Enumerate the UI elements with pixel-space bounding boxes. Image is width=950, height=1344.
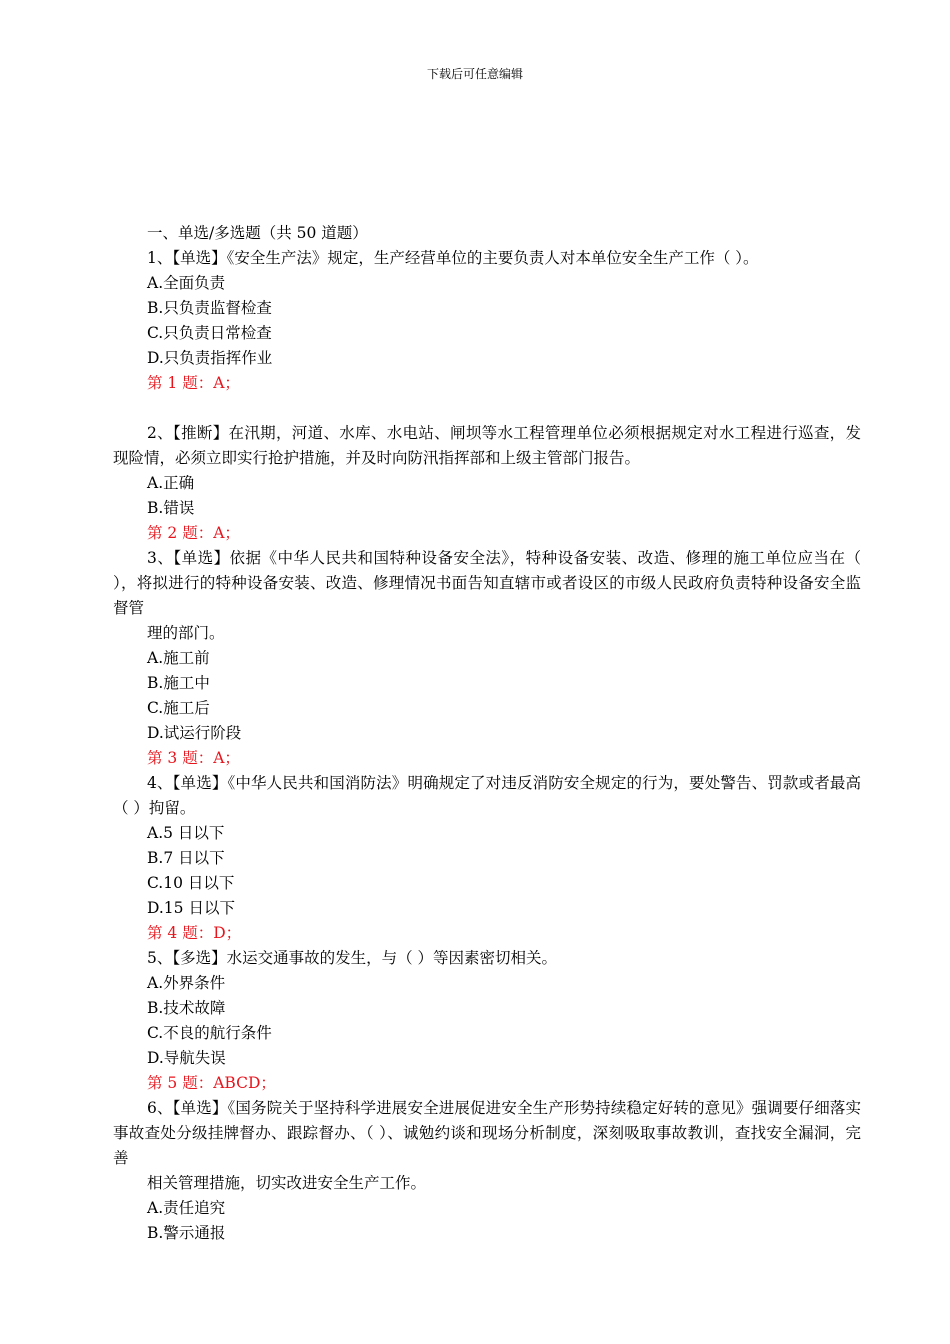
question-3 xyxy=(113,546,861,771)
answer-key: 第 2 题：A； xyxy=(147,524,240,542)
answer-key: 第 3 题：A； xyxy=(147,749,240,767)
question-stem: 2、【推断】在汛期，河道、水库、水电站、闸坝等水工程管理单位必须根据规定对水工程进行巡查，发现险情，必须立即实行抢护措施，并及时向防汛指挥部和上级主管部门报告。 xyxy=(113,424,861,467)
answer-key: 第 5 题：ABCD； xyxy=(147,1074,276,1092)
question-stem: 1、【单选】《安全生产法》规定，生产经营单位的主要负责人对本单位安全生产工作（ ）。 xyxy=(147,249,759,267)
option-b: B.只负责监督检查 xyxy=(147,299,272,317)
section-title: 一、单选/多选题（共 50 道题） xyxy=(147,224,368,242)
question-stem: 4、【单选】《中华人民共和国消防法》明确规定了对违反消防安全规定的行为，要处警告、罚款或者最高（ ）拘留。 xyxy=(113,774,861,817)
page-header: 下载后可任意编辑 xyxy=(426,67,523,81)
document-body xyxy=(113,221,861,1246)
option-a: A.责任追究 xyxy=(147,1199,226,1217)
option-a: A.施工前 xyxy=(147,649,210,667)
option-d: D.试运行阶段 xyxy=(147,724,242,742)
question-stem-continued: 相关管理措施，切实改进安全生产工作。 xyxy=(147,1174,427,1192)
option-b: B.错误 xyxy=(147,499,195,517)
option-b: B.警示通报 xyxy=(147,1224,226,1242)
question-stem: 6、【单选】《国务院关于坚持科学进展安全进展促进安全生产形势持续稳定好转的意见》强调要仔细落实事故查处分级挂牌督办、跟踪督办、（ ）、诚勉约谈和现场分析制度，深刻吸取事故教训，查找安全漏洞，完善 xyxy=(113,1099,861,1167)
option-d: D.导航失误 xyxy=(147,1049,226,1067)
question-6 xyxy=(113,1096,861,1246)
question-5 xyxy=(113,946,861,1096)
option-b: B.7 日以下 xyxy=(147,849,225,867)
question-stem: 5、【多选】水运交通事故的发生，与（ ）等因素密切相关。 xyxy=(147,949,558,967)
option-c: C.10 日以下 xyxy=(147,874,235,892)
option-d: D.只负责指挥作业 xyxy=(147,349,273,367)
answer-key: 第 4 题：D； xyxy=(147,924,242,942)
option-d: D.15 日以下 xyxy=(147,899,235,917)
option-c: C.只负责日常检查 xyxy=(147,324,272,342)
option-a: A.全面负责 xyxy=(147,274,226,292)
option-a: A.外界条件 xyxy=(147,974,226,992)
question-1 xyxy=(113,246,861,396)
question-stem: 3、【单选】依据《中华人民共和国特种设备安全法》，特种设备安装、改造、修理的施工单位应当在（ ），将拟进行的特种设备安装、改造、修理情况书面告知直辖市或者设区的市级人民政府负责特种设备安全监督管 xyxy=(113,549,861,617)
option-b: B.技术故障 xyxy=(147,999,226,1017)
question-stem-continued: 理的部门。 xyxy=(147,624,225,642)
question-2 xyxy=(113,421,861,546)
option-a: A.正确 xyxy=(147,474,195,492)
blank-line xyxy=(113,396,861,421)
option-c: C.不良的航行条件 xyxy=(147,1024,272,1042)
question-4 xyxy=(113,771,861,946)
option-c: C.施工后 xyxy=(147,699,210,717)
option-a: A.5 日以下 xyxy=(147,824,225,842)
answer-key: 第 1 题：A； xyxy=(147,374,240,392)
option-b: B.施工中 xyxy=(147,674,210,692)
